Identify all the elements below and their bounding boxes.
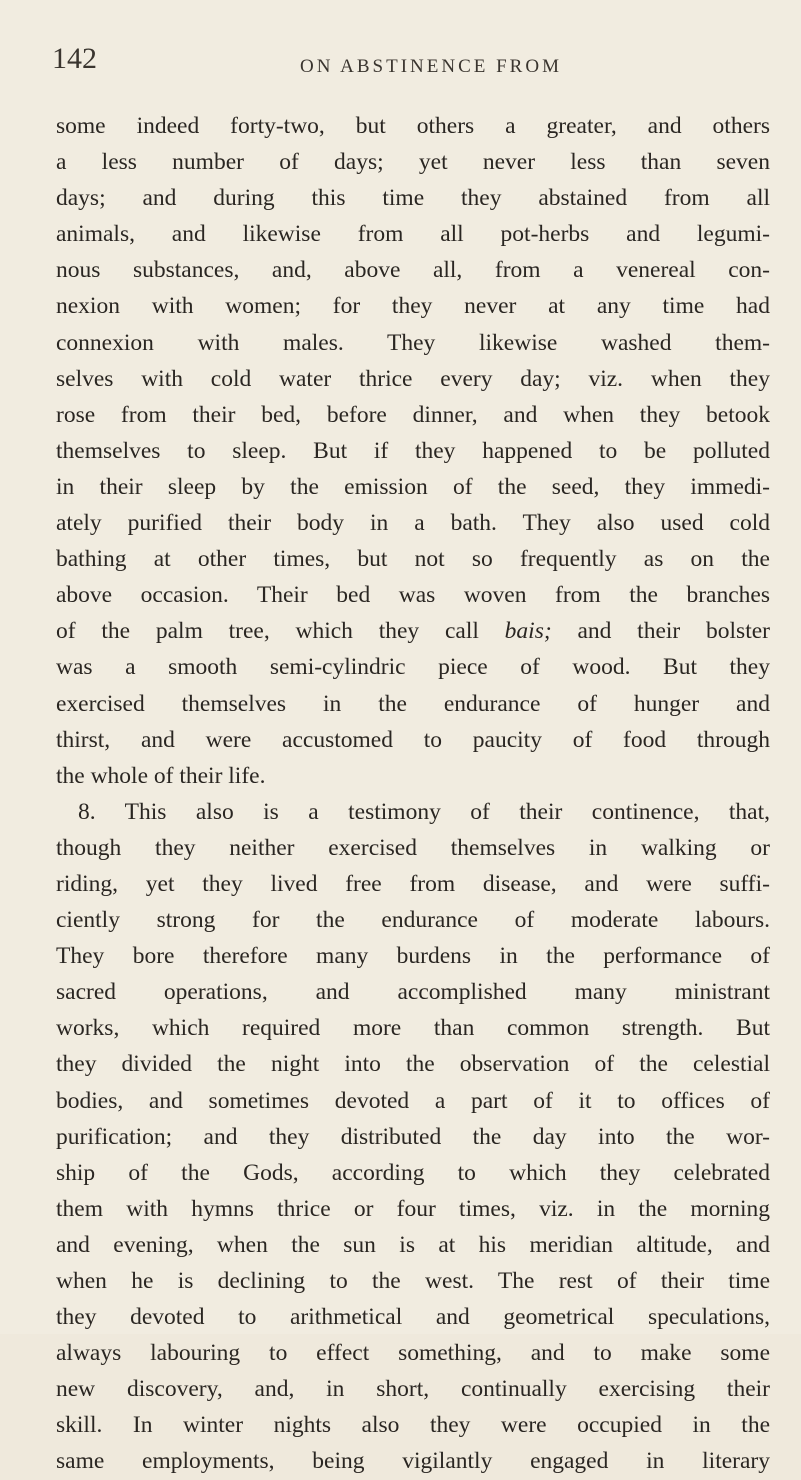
- text-line: bodies, and sometimes devoted a part of it to offices of: [56, 1087, 770, 1114]
- text-line: the whole of their life.: [56, 762, 266, 789]
- text-line: exercised themselves in the endurance of hunger and: [56, 690, 770, 717]
- text-line: ship of the Gods, according to which they celebrated: [56, 1159, 770, 1186]
- text-line: new discovery, and, in short, continually exercising their: [56, 1376, 770, 1403]
- text-line: animals, and likewise from all pot-herbs and legumi-: [56, 221, 770, 248]
- text-line: connexion with males. They likewise washed them-: [56, 329, 770, 356]
- text-line-with-italic: [56, 613, 770, 649]
- text-line: They bore therefore many burdens in the performance of: [56, 943, 770, 970]
- text-line: selves with cold water thrice every day; viz. when they: [56, 365, 770, 392]
- text-line: was a smooth semi-cylindric piece of wood. But they: [56, 654, 770, 681]
- text-line: nexion with women; for they never at any time had: [56, 293, 770, 320]
- text-line: works, which required more than common strength. But: [56, 1015, 770, 1042]
- text-line: they devoted to arithmetical and geometrical speculations,: [56, 1304, 770, 1331]
- text-line: a less number of days; yet never less than seven: [56, 149, 770, 176]
- italic-term: bais;: [504, 618, 552, 645]
- text-line: days; and during this time they abstained from all: [56, 185, 770, 212]
- page-number: 142: [52, 42, 97, 75]
- text-line: 8. This also is a testimony of their continence, that,: [78, 798, 770, 825]
- text-line: they divided the night into the observation of the celestial: [56, 1051, 770, 1078]
- text-segment: of the palm tree, which they call: [56, 618, 505, 645]
- text-line: though they neither exercised themselves in walking or: [56, 834, 770, 861]
- text-line: sacred operations, and accomplished many ministrant: [56, 979, 770, 1006]
- text-line: skill. In winter nights also they were occupied in the: [56, 1412, 770, 1439]
- text-line: ately purified their body in a bath. They also used cold: [56, 510, 770, 537]
- text-segment: and their bolster: [551, 618, 770, 645]
- text-line: thirst, and were accustomed to paucity of food through: [56, 726, 770, 753]
- text-line: in their sleep by the emission of the seed, they immedi-: [56, 473, 770, 500]
- text-line: purification; and they distributed the day into the wor-: [56, 1123, 770, 1150]
- text-line: them with hymns thrice or four times, viz. in the morning: [56, 1195, 770, 1222]
- text-line: when he is declining to the west. The rest of their time: [56, 1268, 770, 1294]
- text-line: always labouring to effect something, and to make some: [56, 1340, 770, 1367]
- text-line: nous substances, and, above all, from a venereal con-: [56, 257, 770, 284]
- text-line: ciently strong for the endurance of moderate labours.: [56, 907, 770, 934]
- text-line: above occasion. Their bed was woven from the branches: [56, 582, 770, 609]
- body-text: [56, 108, 770, 1480]
- text-line: and evening, when the sun is at his meridian altitude, and: [56, 1231, 770, 1258]
- text-line: riding, yet they lived free from disease, and were suffi-: [56, 870, 770, 897]
- text-line: same employments, being vigilantly engaged in literary: [56, 1448, 770, 1475]
- running-head: ON ABSTINENCE FROM: [300, 56, 562, 77]
- text-line: rose from their bed, before dinner, and when they betook: [56, 401, 770, 428]
- text-line: themselves to sleep. But if they happened to be polluted: [56, 437, 770, 464]
- text-line: bathing at other times, but not so frequently as on the: [56, 546, 770, 573]
- text-line: some indeed forty-two, but others a greater, and others: [56, 113, 770, 139]
